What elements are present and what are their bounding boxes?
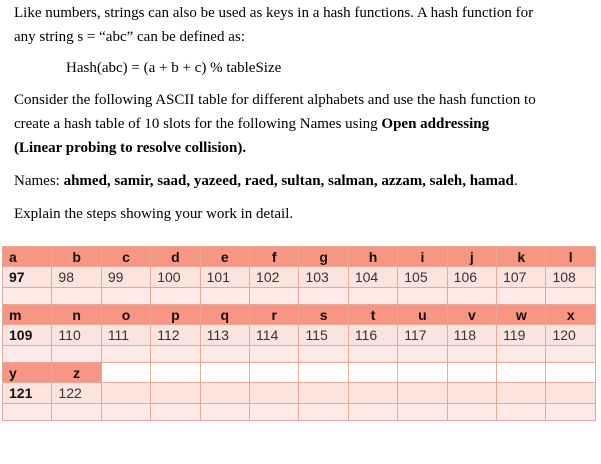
spacer-cell: [299, 404, 348, 421]
letter-cell: x: [546, 305, 596, 325]
spacer-cell: [200, 404, 249, 421]
spacer-cell: [546, 346, 596, 363]
spacer-cell: [497, 288, 546, 305]
spacer-cell: [398, 288, 447, 305]
letter-cell: h: [348, 247, 397, 267]
spacer-cell: [447, 288, 496, 305]
letter-row-2: [3, 305, 596, 325]
spacer-cell: [348, 288, 397, 305]
letter-cell: u: [398, 305, 447, 325]
names-period: .: [513, 173, 518, 189]
empty-cell: [398, 363, 447, 383]
letter-cell: m: [3, 305, 52, 325]
code-cell: 122: [52, 383, 101, 404]
letter-cell: b: [52, 247, 101, 267]
letter-cell: s: [299, 305, 348, 325]
code-cell: 104: [348, 267, 397, 288]
code-row-2: [3, 325, 596, 346]
letter-cell: z: [52, 363, 101, 383]
spacer-row: [3, 346, 596, 363]
letter-cell: k: [497, 247, 546, 267]
code-row-1: [3, 267, 596, 288]
empty-cell: [348, 363, 397, 383]
spacer-cell: [299, 346, 348, 363]
spacer-cell: [250, 404, 299, 421]
code-cell: 97: [3, 267, 52, 288]
code-cell: 98: [52, 267, 101, 288]
code-cell: 121: [3, 383, 52, 404]
empty-cell: [250, 363, 299, 383]
spacer-row: [3, 288, 596, 305]
code-cell: 108: [546, 267, 596, 288]
letter-cell: j: [447, 247, 496, 267]
empty-cell: [151, 383, 200, 404]
code-cell: 119: [497, 325, 546, 346]
spacer-cell: [250, 346, 299, 363]
letter-cell: v: [447, 305, 496, 325]
letter-cell: o: [101, 305, 150, 325]
spacer-cell: [299, 288, 348, 305]
consider-line-2-text: create a hash table of 10 slots for the following Names using: [14, 116, 382, 132]
code-cell: 107: [497, 267, 546, 288]
spacer-cell: [3, 288, 52, 305]
code-cell: 117: [398, 325, 447, 346]
linear-probing-bold: (Linear probing to resolve collision).: [14, 140, 247, 156]
letter-row-3: [3, 363, 596, 383]
code-cell: 103: [299, 267, 348, 288]
empty-cell: [497, 363, 546, 383]
code-cell: 115: [299, 325, 348, 346]
letter-cell: n: [52, 305, 101, 325]
spacer-cell: [52, 404, 101, 421]
explain-line: Explain the steps showing your work in detail.: [14, 206, 294, 222]
letter-cell: w: [497, 305, 546, 325]
consider-line-3: [14, 136, 246, 160]
spacer-cell: [101, 346, 150, 363]
letter-cell: y: [3, 363, 52, 383]
consider-line-1: Consider the following ASCII table for different alphabets and use the hash function to: [14, 92, 536, 108]
spacer-cell: [497, 346, 546, 363]
code-cell: 99: [101, 267, 150, 288]
code-cell: 120: [546, 325, 596, 346]
spacer-cell: [497, 404, 546, 421]
code-row-3: [3, 383, 596, 404]
letter-cell: p: [151, 305, 200, 325]
empty-cell: [398, 383, 447, 404]
spacer-cell: [151, 288, 200, 305]
spacer-cell: [546, 404, 596, 421]
letter-cell: r: [250, 305, 299, 325]
code-cell: 111: [101, 325, 150, 346]
code-cell: 106: [447, 267, 496, 288]
empty-cell: [447, 363, 496, 383]
letter-cell: c: [101, 247, 150, 267]
code-cell: 100: [151, 267, 200, 288]
letter-cell: f: [250, 247, 299, 267]
code-cell: 110: [52, 325, 101, 346]
empty-cell: [497, 383, 546, 404]
letter-cell: g: [299, 247, 348, 267]
spacer-cell: [447, 346, 496, 363]
code-cell: 112: [151, 325, 200, 346]
spacer-cell: [348, 346, 397, 363]
spacer-cell: [52, 346, 101, 363]
spacer-cell: [250, 288, 299, 305]
empty-cell: [101, 363, 150, 383]
empty-cell: [250, 383, 299, 404]
consider-line-2: [14, 112, 489, 136]
code-cell: 116: [348, 325, 397, 346]
letter-row-1: [3, 247, 596, 267]
intro-line-1: Like numbers, strings can also be used as keys in a hash functions. A hash function for: [14, 5, 534, 21]
letter-cell: e: [200, 247, 249, 267]
code-cell: 118: [447, 325, 496, 346]
intro-line-2: any string s = “abc” can be defined as:: [14, 29, 245, 45]
names-line: [14, 169, 518, 193]
spacer-cell: [52, 288, 101, 305]
empty-cell: [447, 383, 496, 404]
empty-cell: [200, 363, 249, 383]
empty-cell: [348, 383, 397, 404]
empty-cell: [546, 363, 596, 383]
code-cell: 114: [250, 325, 299, 346]
empty-cell: [299, 383, 348, 404]
names-label: Names:: [14, 173, 64, 189]
spacer-cell: [546, 288, 596, 305]
spacer-cell: [348, 404, 397, 421]
spacer-cell: [398, 404, 447, 421]
spacer-cell: [200, 346, 249, 363]
code-cell: 102: [250, 267, 299, 288]
open-addressing-bold: Open addressing: [381, 116, 490, 132]
empty-cell: [151, 363, 200, 383]
letter-cell: a: [3, 247, 52, 267]
spacer-cell: [101, 288, 150, 305]
letter-cell: t: [348, 305, 397, 325]
empty-cell: [101, 383, 150, 404]
code-cell: 113: [200, 325, 249, 346]
letter-cell: i: [398, 247, 447, 267]
spacer-cell: [151, 404, 200, 421]
names-list: ahmed, samir, saad, yazeed, raed, sultan, salman, azzam, saleh, hamad: [63, 173, 514, 189]
empty-cell: [299, 363, 348, 383]
spacer-cell: [3, 346, 52, 363]
letter-cell: d: [151, 247, 200, 267]
ascii-table: [2, 246, 596, 421]
spacer-cell: [447, 404, 496, 421]
code-cell: 101: [200, 267, 249, 288]
spacer-cell: [151, 346, 200, 363]
spacer-cell: [200, 288, 249, 305]
empty-cell: [546, 383, 596, 404]
hash-formula: Hash(abc) = (a + b + c) % tableSize: [66, 60, 282, 76]
spacer-cell: [3, 404, 52, 421]
spacer-cell: [101, 404, 150, 421]
spacer-row: [3, 404, 596, 421]
code-cell: 109: [3, 325, 52, 346]
spacer-cell: [398, 346, 447, 363]
empty-cell: [200, 383, 249, 404]
code-cell: 105: [398, 267, 447, 288]
letter-cell: q: [200, 305, 249, 325]
letter-cell: l: [546, 247, 596, 267]
